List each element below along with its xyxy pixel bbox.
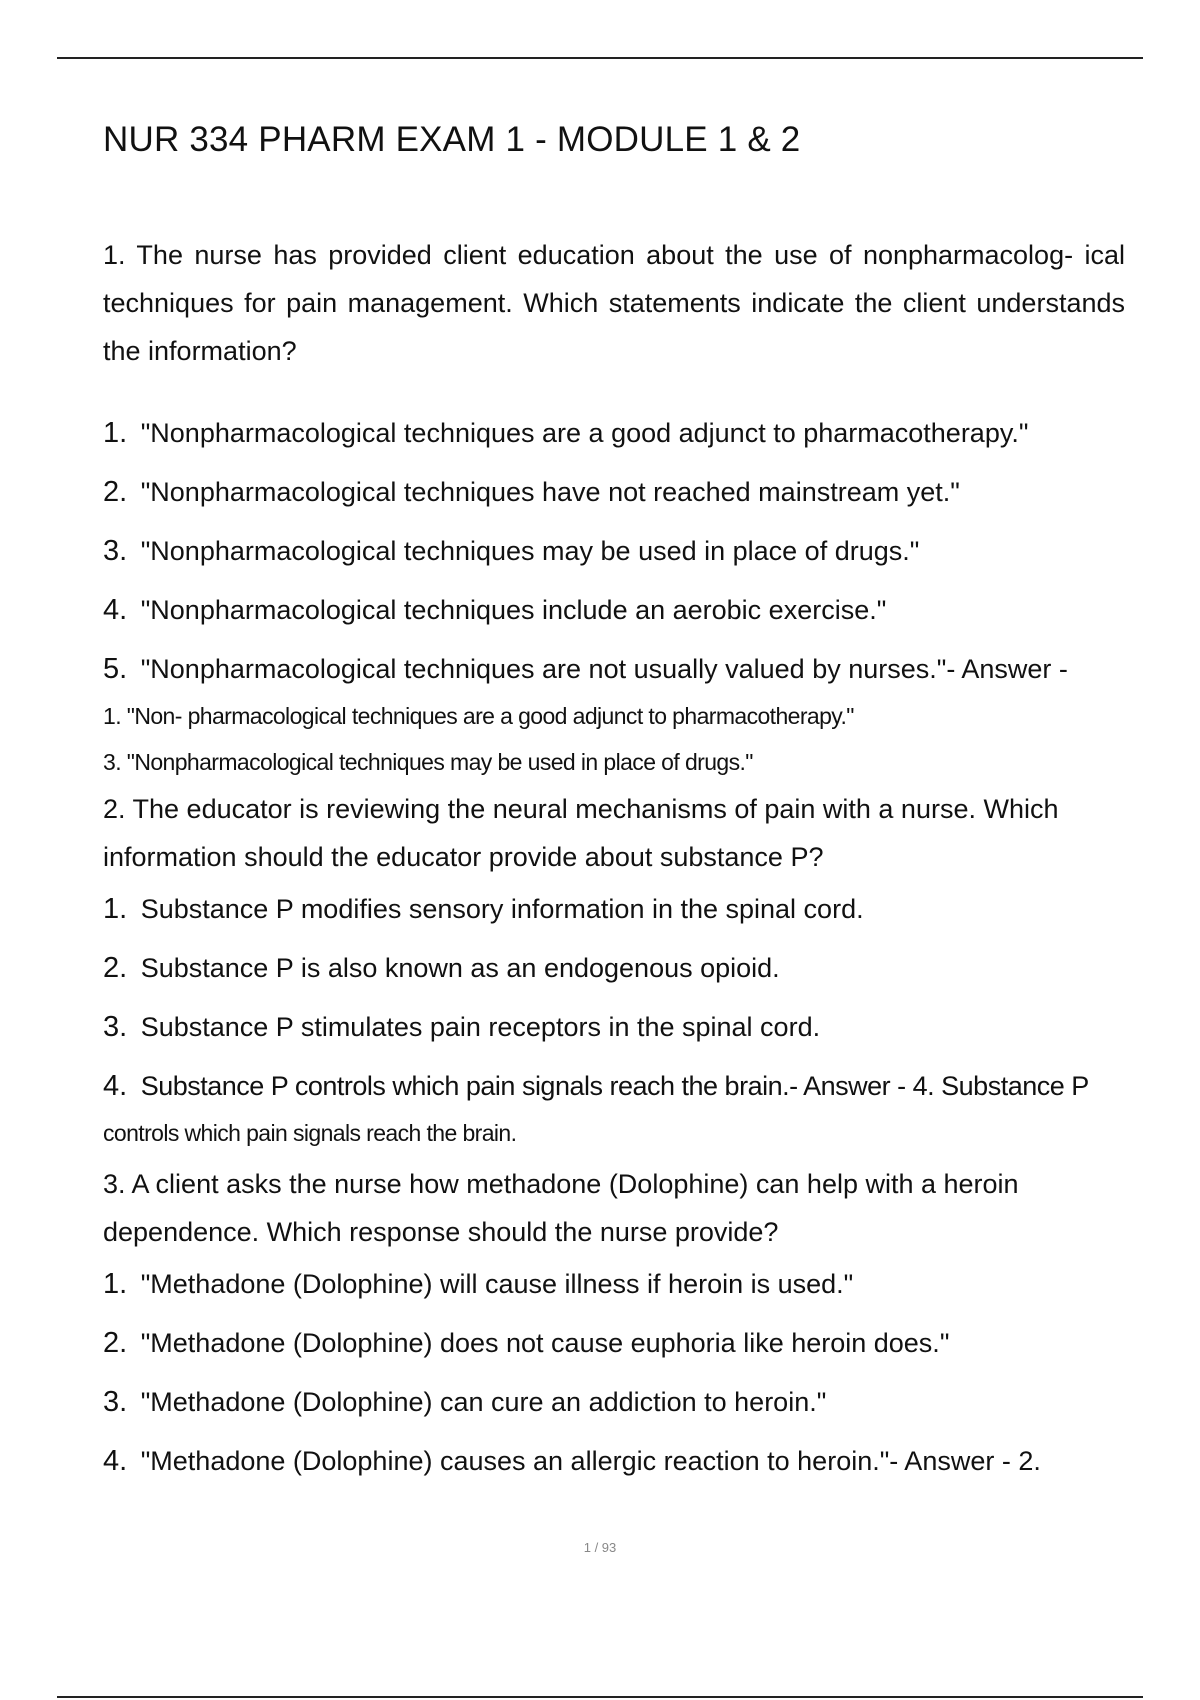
question-2 <box>103 785 1125 1156</box>
question-stem: 2. The educator is reviewing the neural mechanisms of pain with a nurse. Which information should the educator provide about substance P? <box>103 794 1059 872</box>
option-text: "Methadone (Dolophine) will cause illness if heroin is used." <box>140 1269 854 1299</box>
option-number: 2. <box>103 1327 128 1359</box>
option-number: 4. <box>103 594 128 626</box>
question-stem: 1. The nurse has provided client education about the use of nonpharmacolog- ical techniques for pain management. Which statements indicate the client understands the information? <box>103 240 1125 366</box>
option-number: 1. <box>103 1268 128 1300</box>
answer-option <box>103 1382 1125 1441</box>
answer-option <box>103 531 1125 590</box>
option-text: Substance P stimulates pain receptors in the spinal cord. <box>140 1012 821 1042</box>
option-number: 2. <box>103 476 128 508</box>
answer-option <box>103 1323 1125 1382</box>
option-number: 4. <box>103 1070 128 1102</box>
answer-text: 3. "Nonpharmacological techniques may be used in place of drugs." <box>103 749 753 775</box>
answer-option <box>103 590 1125 649</box>
option-number: 3. <box>103 1386 128 1418</box>
answer-text: controls which pain signals reach the brain. <box>103 1120 517 1146</box>
option-number: 2. <box>103 952 128 984</box>
option-number: 1. <box>103 893 128 925</box>
bottom-rule <box>57 1696 1143 1698</box>
document-title: NUR 334 PHARM EXAM 1 - MODULE 1 & 2 <box>103 120 801 159</box>
answer-option <box>103 1066 1125 1110</box>
option-text: Substance P controls which pain signals reach the brain.- Answer - 4. Substance P <box>140 1071 1089 1101</box>
answer-option <box>103 948 1125 1007</box>
answer-option <box>103 472 1125 531</box>
answer-option <box>103 1264 1125 1323</box>
option-text: "Nonpharmacological techniques are a good adjunct to pharmacotherapy." <box>140 418 1029 448</box>
top-rule <box>57 57 1143 59</box>
question-1 <box>103 231 1125 785</box>
answer-option <box>103 889 1125 948</box>
option-text: "Nonpharmacological techniques include an aerobic exercise." <box>140 595 887 625</box>
option-number: 3. <box>103 535 128 567</box>
option-text: Substance P is also known as an endogenous opioid. <box>140 953 780 983</box>
option-text: "Nonpharmacological techniques are not usually valued by nurses."- Answer - <box>140 654 1068 684</box>
answer-option <box>103 1007 1125 1066</box>
answer-text: 1. "Non- pharmacological techniques are a good adjunct to pharmacotherapy." <box>103 703 854 729</box>
option-text: "Methadone (Dolophine) causes an allergic reaction to heroin."- Answer - 2. <box>140 1446 1041 1476</box>
question-3 <box>103 1160 1125 1500</box>
document-body <box>103 115 1125 1500</box>
option-number: 5. <box>103 653 128 685</box>
option-text: "Methadone (Dolophine) can cure an addiction to heroin." <box>140 1387 827 1417</box>
option-text: Substance P modifies sensory information in the spinal cord. <box>140 894 864 924</box>
answer-option <box>103 1441 1125 1500</box>
option-text: "Nonpharmacological techniques have not reached mainstream yet." <box>140 477 960 507</box>
option-text: "Nonpharmacological techniques may be used in place of drugs." <box>140 536 920 566</box>
page-number: 1 / 93 <box>583 1540 617 1555</box>
question-stem: 3. A client asks the nurse how methadone (Dolophine) can help with a heroin dependence. Which response should the nurse provide? <box>103 1169 1019 1247</box>
option-text: "Methadone (Dolophine) does not cause euphoria like heroin does." <box>140 1328 950 1358</box>
option-number: 4. <box>103 1445 128 1477</box>
option-number: 1. <box>103 417 128 449</box>
answer-option <box>103 649 1125 693</box>
answer-option <box>103 413 1125 472</box>
option-number: 3. <box>103 1011 128 1043</box>
